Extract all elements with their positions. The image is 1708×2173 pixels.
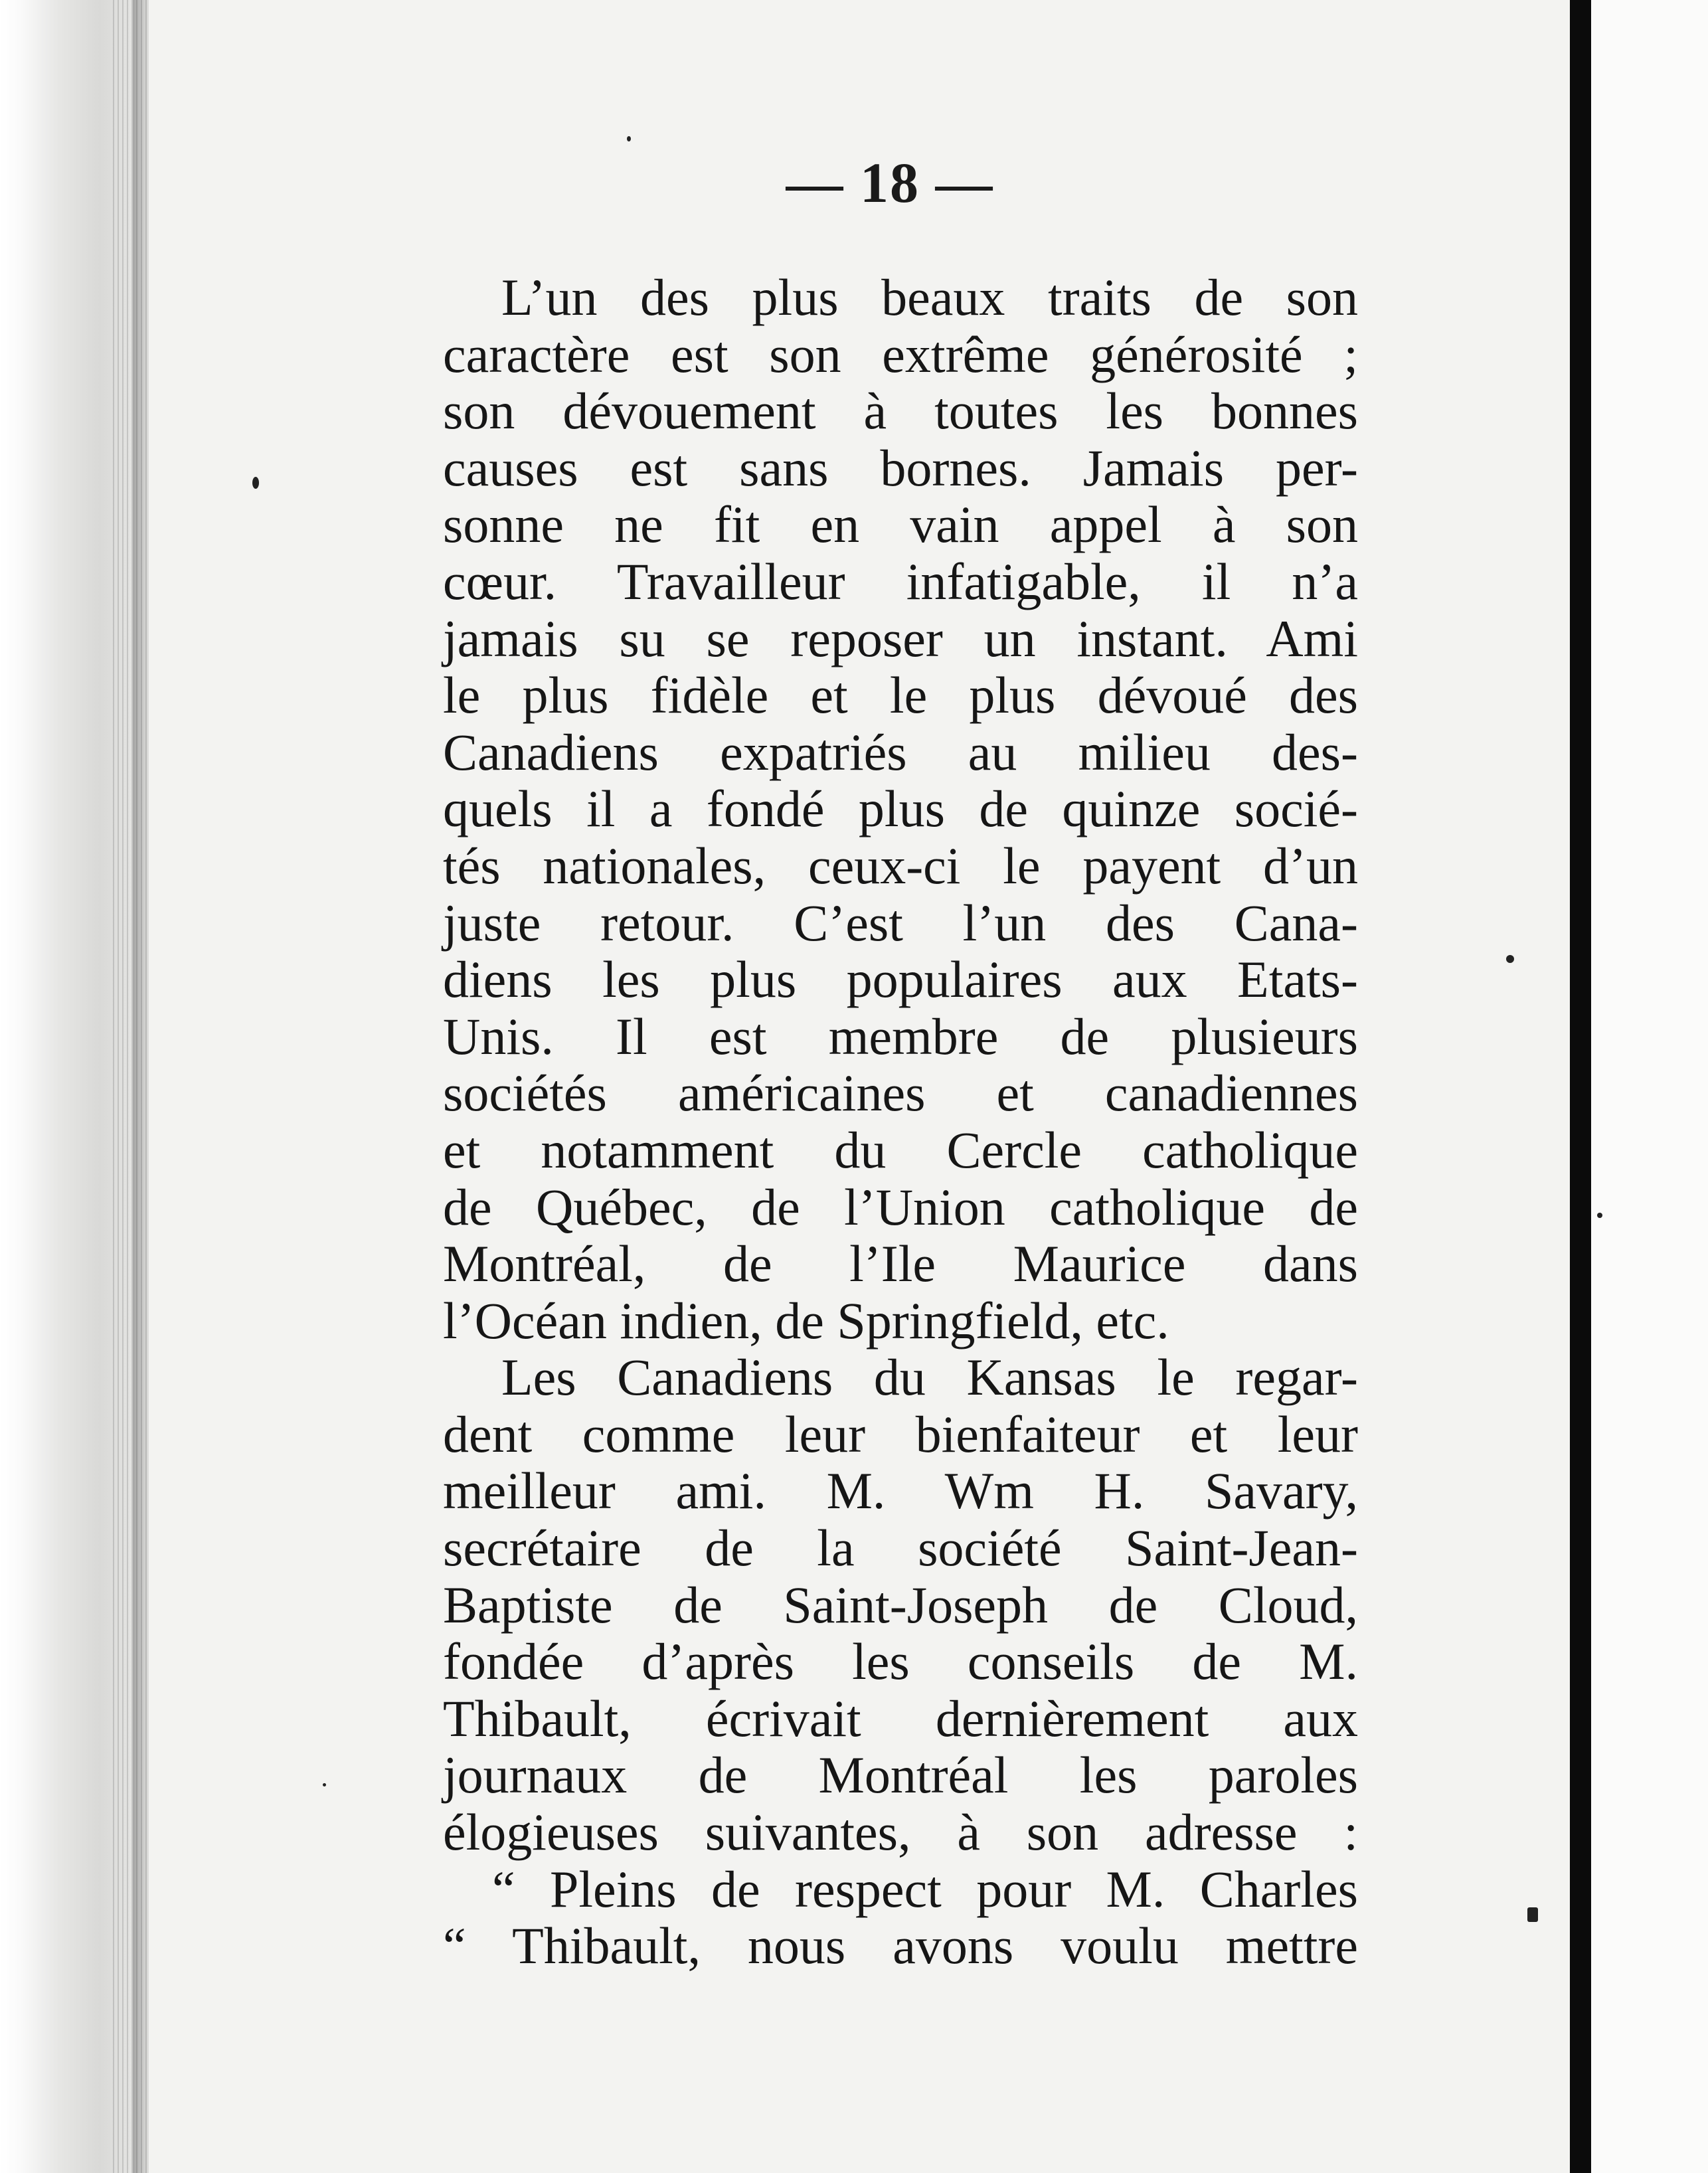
text-line: dent comme leur bienfaiteur et leur [443,1405,1358,1463]
text-line: Unis. Il est membre de plusieurs [443,1007,1358,1065]
text-line: Les Canadiens du Kansas le regar- [501,1348,1358,1407]
gutter-shadow [133,0,149,2173]
text-line: élogieuses suivantes, à son adresse : [443,1803,1358,1862]
text-line: cœur. Travailleur infatigable, il n’a [443,552,1358,610]
text-line: le plus fidèle et le plus dévoué des [443,666,1358,725]
text-line: journaux de Montréal les paroles [443,1746,1358,1804]
text-line: quels il a fondé plus de quinze socié- [443,780,1358,838]
text-line: sonne ne fit en vain appel à son [443,495,1358,554]
scan-speck [323,1783,326,1786]
text-line: juste retour. C’est l’un des Cana- [443,893,1358,952]
text-line: Baptiste de Saint-Joseph de Cloud, [443,1575,1358,1634]
text-line: l’Océan indien, de Springfield, etc. [443,1291,1169,1349]
text-line: sociétés américaines et canadiennes [443,1064,1358,1122]
text-line: causes est sans bornes. Jamais per- [443,438,1358,497]
scan-speck [252,477,259,489]
text-line: et notamment du Cercle catholique [443,1120,1358,1179]
next-page [1591,0,1708,2173]
text-line: L’un des plus beaux traits de son [501,268,1358,326]
scan-speck [1527,1907,1538,1922]
text-line: “ Thibault, nous avons voulu mettre [443,1917,1358,1975]
text-line: Thibault, écrivait dernièrement aux [443,1689,1358,1747]
page-number: — 18 — [786,151,994,215]
text-line: Canadiens expatriés au milieu des- [443,723,1358,781]
body-text [443,269,1358,1974]
text-line: secrétaire de la société Saint-Jean- [443,1519,1358,1577]
scan-speck [627,136,631,141]
text-line: Montréal, de l’Ile Maurice dans [443,1235,1358,1293]
text-line: jamais su se reposer un instant. Ami [443,609,1358,667]
binding-fold [1570,0,1591,2173]
text-line: son dévouement à toutes les bonnes [443,382,1358,440]
text-line: de Québec, de l’Union catholique de [443,1177,1358,1236]
scan-speck [1597,1213,1602,1218]
text-line: tés nationales, ceux-ci le payent d’un [443,836,1358,895]
text-line: caractère est son extrême générosité ; [443,325,1358,383]
text-line: meilleur ami. M. Wm H. Savary, [443,1462,1358,1520]
text-line: “ Pleins de respect pour M. Charles [492,1860,1358,1918]
text-line: fondée d’après les conseils de M. [443,1632,1358,1691]
scan-speck [1506,955,1514,963]
text-line: diens les plus populaires aux Etats- [443,950,1358,1009]
